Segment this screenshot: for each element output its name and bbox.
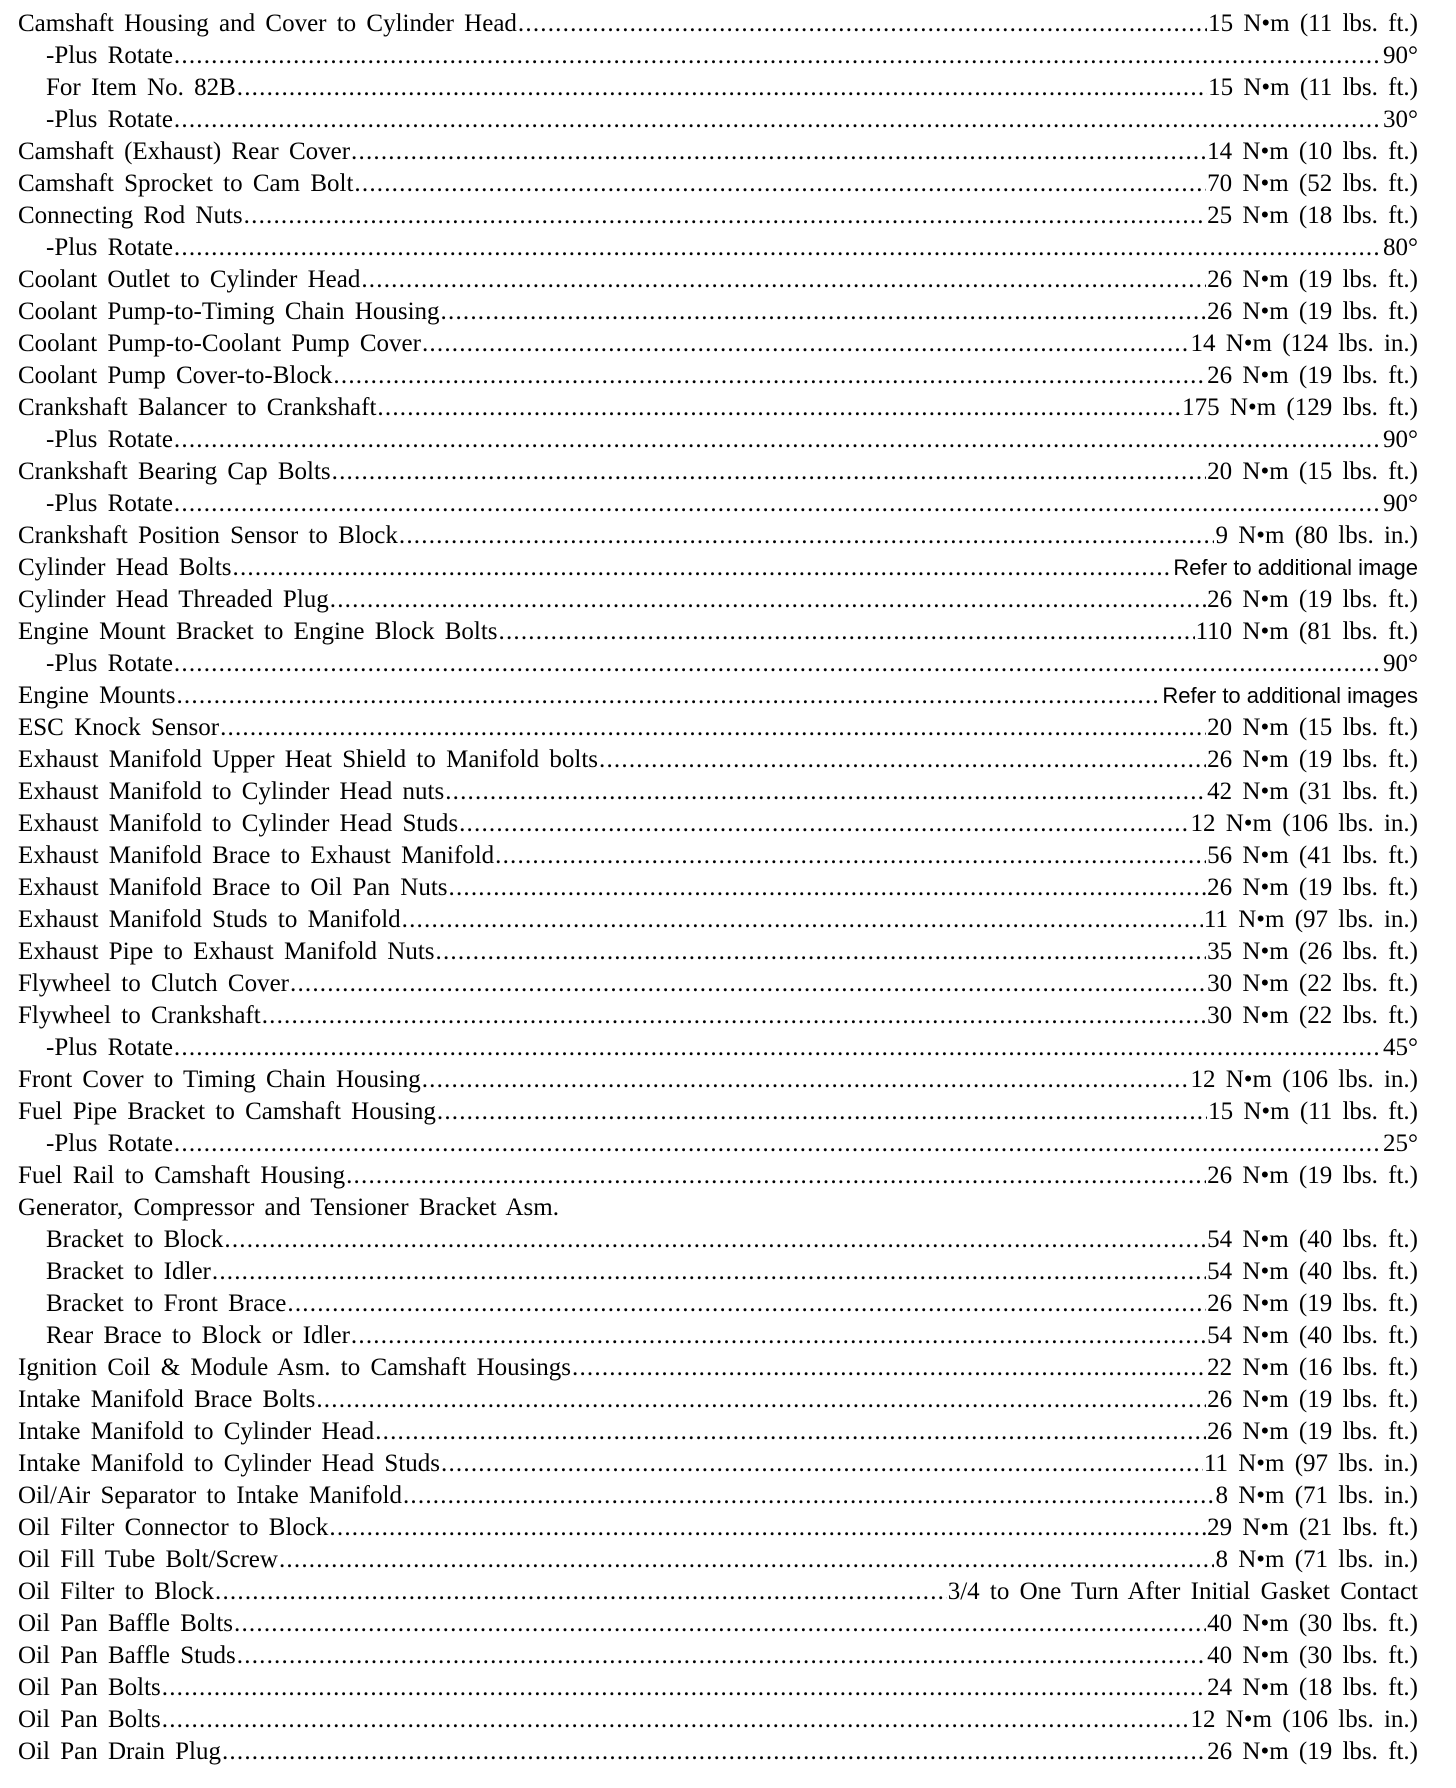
spec-row (18, 776, 1418, 808)
spec-value: 40 N•m (30 lbs. ft.) (1207, 1610, 1418, 1637)
dot-leader (329, 1512, 1206, 1544)
torque-specification-list (18, 8, 1418, 1768)
spec-value: 110 N•m (81 lbs. ft.) (1195, 618, 1418, 645)
spec-row (18, 904, 1418, 936)
dot-leader (224, 1224, 1206, 1256)
spec-row (18, 1320, 1418, 1352)
spec-row (18, 1640, 1418, 1672)
spec-label: Exhaust Manifold Brace to Exhaust Manifold (18, 842, 495, 869)
spec-row (18, 1480, 1418, 1512)
spec-label: Engine Mount Bracket to Engine Block Bolts (18, 618, 498, 645)
spec-row (18, 872, 1418, 904)
spec-label: Intake Manifold Brace Bolts (18, 1386, 316, 1413)
dot-leader (572, 1352, 1206, 1384)
dot-leader (599, 744, 1206, 776)
spec-label: -Plus Rotate (46, 1130, 173, 1157)
spec-value: 35 N•m (26 lbs. ft.) (1207, 938, 1418, 965)
spec-value: 26 N•m (19 lbs. ft.) (1207, 586, 1418, 613)
dot-leader (174, 1128, 1382, 1160)
spec-row (18, 520, 1418, 552)
spec-label: Oil/Air Separator to Intake Manifold (18, 1482, 402, 1509)
spec-row (18, 136, 1418, 168)
spec-label: Flywheel to Clutch Cover (18, 970, 289, 997)
spec-row (18, 1448, 1418, 1480)
spec-value: 14 N•m (10 lbs. ft.) (1207, 138, 1418, 165)
spec-label: Oil Pan Baffle Bolts (18, 1610, 234, 1637)
spec-label: Connecting Rod Nuts (18, 202, 243, 229)
dot-leader (354, 168, 1206, 200)
dot-leader (445, 776, 1206, 808)
spec-label: Flywheel to Crankshaft (18, 1002, 261, 1029)
dot-leader (402, 904, 1203, 936)
spec-row (18, 456, 1418, 488)
dot-leader (279, 1544, 1215, 1576)
dot-leader (499, 616, 1195, 648)
spec-value: Refer to additional images (1162, 683, 1418, 708)
dot-leader (220, 712, 1206, 744)
spec-label: Engine Mounts (18, 682, 176, 709)
spec-row (18, 200, 1418, 232)
spec-row (18, 40, 1418, 72)
spec-group-heading (18, 1192, 1418, 1224)
spec-label: Exhaust Manifold to Cylinder Head Studs (18, 810, 459, 837)
spec-label: Oil Pan Bolts (18, 1706, 161, 1733)
dot-leader (346, 1160, 1206, 1192)
spec-row (18, 232, 1418, 264)
spec-label: -Plus Rotate (46, 650, 173, 677)
dot-leader (212, 1256, 1206, 1288)
spec-value: 24 N•m (18 lbs. ft.) (1207, 1674, 1418, 1701)
dot-leader (518, 8, 1207, 40)
spec-value: Refer to additional image (1173, 555, 1418, 580)
spec-label: Bracket to Front Brace (46, 1290, 287, 1317)
dot-leader (333, 360, 1206, 392)
spec-value: 26 N•m (19 lbs. ft.) (1207, 1162, 1418, 1189)
spec-label: Crankshaft Bearing Cap Bolts (18, 458, 331, 485)
spec-value: 45° (1383, 1034, 1418, 1061)
spec-label: Coolant Outlet to Cylinder Head (18, 266, 361, 293)
dot-leader (361, 264, 1206, 296)
spec-label: Exhaust Pipe to Exhaust Manifold Nuts (18, 938, 435, 965)
spec-label: -Plus Rotate (46, 106, 173, 133)
spec-row (18, 1288, 1418, 1320)
spec-value: 26 N•m (19 lbs. ft.) (1207, 298, 1418, 325)
spec-label: Fuel Rail to Camshaft Housing (18, 1162, 346, 1189)
spec-label: Oil Pan Baffle Studs (18, 1642, 236, 1669)
spec-row (18, 1160, 1418, 1192)
spec-value: 80° (1383, 234, 1418, 261)
spec-row (18, 1512, 1418, 1544)
dot-leader (316, 1384, 1206, 1416)
dot-leader (162, 1672, 1206, 1704)
spec-row (18, 424, 1418, 456)
dot-leader (174, 488, 1382, 520)
spec-label: Oil Fill Tube Bolt/Screw (18, 1546, 278, 1573)
spec-value: 12 N•m (106 lbs. in.) (1190, 1066, 1418, 1093)
spec-row (18, 1672, 1418, 1704)
dot-leader (459, 808, 1189, 840)
spec-label: Generator, Compressor and Tensioner Bracket Asm. (18, 1194, 559, 1221)
spec-row (18, 488, 1418, 520)
spec-row (18, 1576, 1418, 1608)
spec-value: 12 N•m (106 lbs. in.) (1190, 1706, 1418, 1733)
spec-label: Crankshaft Position Sensor to Block (18, 522, 398, 549)
spec-row (18, 680, 1418, 712)
dot-leader (174, 232, 1382, 264)
spec-value: 26 N•m (19 lbs. ft.) (1207, 874, 1418, 901)
dot-leader (237, 72, 1207, 104)
spec-row (18, 808, 1418, 840)
dot-leader (351, 1320, 1206, 1352)
spec-row (18, 296, 1418, 328)
spec-row (18, 8, 1418, 40)
spec-value: 11 N•m (97 lbs. in.) (1203, 1450, 1418, 1477)
spec-row (18, 392, 1418, 424)
spec-label: Oil Pan Drain Plug (18, 1738, 221, 1765)
spec-row (18, 328, 1418, 360)
spec-value: 15 N•m (11 lbs. ft.) (1208, 1098, 1418, 1125)
spec-value: 42 N•m (31 lbs. ft.) (1207, 778, 1418, 805)
spec-value: 20 N•m (15 lbs. ft.) (1207, 458, 1418, 485)
spec-value: 54 N•m (40 lbs. ft.) (1207, 1258, 1418, 1285)
spec-row (18, 1384, 1418, 1416)
spec-row (18, 1224, 1418, 1256)
spec-label: -Plus Rotate (46, 42, 173, 69)
spec-label: For Item No. 82B (46, 74, 236, 101)
spec-label: Camshaft (Exhaust) Rear Cover (18, 138, 351, 165)
spec-label: Oil Pan Bolts (18, 1674, 161, 1701)
spec-value: 8 N•m (71 lbs. in.) (1215, 1546, 1418, 1573)
spec-row (18, 1000, 1418, 1032)
spec-label: -Plus Rotate (46, 234, 173, 261)
spec-label: Oil Filter to Block (18, 1578, 215, 1605)
spec-row (18, 104, 1418, 136)
spec-row (18, 1096, 1418, 1128)
dot-leader (403, 1480, 1215, 1512)
spec-label: -Plus Rotate (46, 426, 173, 453)
dot-leader (162, 1704, 1190, 1736)
spec-row (18, 1064, 1418, 1096)
spec-value: 25° (1383, 1130, 1418, 1157)
spec-value: 11 N•m (97 lbs. in.) (1203, 906, 1418, 933)
spec-label: Exhaust Manifold Studs to Manifold (18, 906, 401, 933)
spec-row (18, 840, 1418, 872)
spec-value: 30 N•m (22 lbs. ft.) (1207, 970, 1418, 997)
spec-row (18, 1128, 1418, 1160)
spec-label: Camshaft Sprocket to Cam Bolt (18, 170, 354, 197)
spec-value: 8 N•m (71 lbs. in.) (1215, 1482, 1418, 1509)
spec-value: 26 N•m (19 lbs. ft.) (1207, 1738, 1418, 1765)
spec-value: 26 N•m (19 lbs. ft.) (1207, 266, 1418, 293)
spec-value: 29 N•m (21 lbs. ft.) (1207, 1514, 1418, 1541)
spec-label: Exhaust Manifold Upper Heat Shield to Manifold bolts (18, 746, 599, 773)
spec-label: Ignition Coil & Module Asm. to Camshaft Housings (18, 1354, 572, 1381)
spec-value: 15 N•m (11 lbs. ft.) (1208, 74, 1418, 101)
dot-leader (222, 1736, 1206, 1768)
spec-row (18, 1032, 1418, 1064)
spec-row (18, 1416, 1418, 1448)
spec-value: 54 N•m (40 lbs. ft.) (1207, 1322, 1418, 1349)
spec-value: 25 N•m (18 lbs. ft.) (1207, 202, 1418, 229)
spec-value: 54 N•m (40 lbs. ft.) (1207, 1226, 1418, 1253)
spec-value: 26 N•m (19 lbs. ft.) (1207, 362, 1418, 389)
spec-row (18, 1608, 1418, 1640)
spec-row (18, 648, 1418, 680)
dot-leader (174, 104, 1382, 136)
spec-row (18, 936, 1418, 968)
spec-label: Bracket to Block (46, 1226, 224, 1253)
dot-leader (290, 968, 1206, 1000)
spec-row (18, 1736, 1418, 1768)
dot-leader (176, 680, 1161, 712)
spec-label: Intake Manifold to Cylinder Head Studs (18, 1450, 441, 1477)
spec-row (18, 616, 1418, 648)
dot-leader (495, 840, 1206, 872)
spec-row (18, 360, 1418, 392)
spec-value: 12 N•m (106 lbs. in.) (1190, 810, 1418, 837)
spec-value: 30° (1383, 106, 1418, 133)
dot-leader (174, 40, 1382, 72)
spec-label: -Plus Rotate (46, 490, 173, 517)
spec-value: 26 N•m (19 lbs. ft.) (1207, 1386, 1418, 1413)
dot-leader (422, 1064, 1190, 1096)
spec-value: 175 N•m (129 lbs. ft.) (1182, 394, 1418, 421)
spec-value: 26 N•m (19 lbs. ft.) (1207, 1418, 1418, 1445)
spec-value: 56 N•m (41 lbs. ft.) (1207, 842, 1418, 869)
dot-leader (237, 1640, 1206, 1672)
spec-value: 40 N•m (30 lbs. ft.) (1207, 1642, 1418, 1669)
spec-value: 90° (1383, 42, 1418, 69)
dot-leader (287, 1288, 1206, 1320)
spec-value: 26 N•m (19 lbs. ft.) (1207, 1290, 1418, 1317)
spec-row (18, 1704, 1418, 1736)
spec-value: 9 N•m (80 lbs. in.) (1215, 522, 1418, 549)
spec-value: 15 N•m (11 lbs. ft.) (1208, 10, 1418, 37)
spec-label: Front Cover to Timing Chain Housing (18, 1066, 421, 1093)
dot-leader (174, 648, 1382, 680)
spec-value: 90° (1383, 426, 1418, 453)
dot-leader (244, 200, 1206, 232)
spec-label: Fuel Pipe Bracket to Camshaft Housing (18, 1098, 436, 1125)
dot-leader (332, 456, 1206, 488)
spec-label: Coolant Pump-to-Coolant Pump Cover (18, 330, 421, 357)
spec-row (18, 72, 1418, 104)
spec-value: 3/4 to One Turn After Initial Gasket Contact (947, 1578, 1418, 1605)
dot-leader (441, 296, 1207, 328)
spec-value: 30 N•m (22 lbs. ft.) (1207, 1002, 1418, 1029)
spec-label: ESC Knock Sensor (18, 714, 220, 741)
dot-leader (436, 936, 1207, 968)
dot-leader (262, 1000, 1206, 1032)
spec-value: 90° (1383, 650, 1418, 677)
spec-label: Oil Filter Connector to Block (18, 1514, 329, 1541)
spec-label: Exhaust Manifold to Cylinder Head nuts (18, 778, 445, 805)
spec-label: Exhaust Manifold Brace to Oil Pan Nuts (18, 874, 448, 901)
dot-leader (174, 1032, 1382, 1064)
spec-value: 22 N•m (16 lbs. ft.) (1207, 1354, 1418, 1381)
dot-leader (233, 552, 1173, 584)
spec-row (18, 1544, 1418, 1576)
spec-row (18, 1352, 1418, 1384)
spec-value: 70 N•m (52 lbs. ft.) (1207, 170, 1418, 197)
spec-label: Camshaft Housing and Cover to Cylinder Head (18, 10, 517, 37)
dot-leader (377, 392, 1181, 424)
spec-row (18, 552, 1418, 584)
spec-value: 90° (1383, 490, 1418, 517)
spec-row (18, 712, 1418, 744)
dot-leader (215, 1576, 947, 1608)
spec-label: Coolant Pump-to-Timing Chain Housing (18, 298, 440, 325)
dot-leader (422, 328, 1190, 360)
dot-leader (375, 1416, 1206, 1448)
spec-value: 14 N•m (124 lbs. in.) (1190, 330, 1418, 357)
spec-value: 20 N•m (15 lbs. ft.) (1207, 714, 1418, 741)
spec-label: -Plus Rotate (46, 1034, 173, 1061)
spec-label: Crankshaft Balancer to Crankshaft (18, 394, 377, 421)
spec-label: Intake Manifold to Cylinder Head (18, 1418, 375, 1445)
dot-leader (449, 872, 1207, 904)
spec-row (18, 264, 1418, 296)
spec-row (18, 744, 1418, 776)
dot-leader (234, 1608, 1206, 1640)
dot-leader (399, 520, 1215, 552)
spec-label: Cylinder Head Bolts (18, 554, 232, 581)
dot-leader (330, 584, 1206, 616)
spec-row (18, 968, 1418, 1000)
dot-leader (437, 1096, 1207, 1128)
dot-leader (351, 136, 1206, 168)
spec-value: 26 N•m (19 lbs. ft.) (1207, 746, 1418, 773)
spec-row (18, 1256, 1418, 1288)
spec-row (18, 168, 1418, 200)
spec-label: Bracket to Idler (46, 1258, 211, 1285)
spec-label: Cylinder Head Threaded Plug (18, 586, 329, 613)
dot-leader (174, 424, 1382, 456)
spec-label: Rear Brace to Block or Idler (46, 1322, 350, 1349)
spec-label: Coolant Pump Cover-to-Block (18, 362, 333, 389)
spec-row (18, 584, 1418, 616)
dot-leader (441, 1448, 1203, 1480)
